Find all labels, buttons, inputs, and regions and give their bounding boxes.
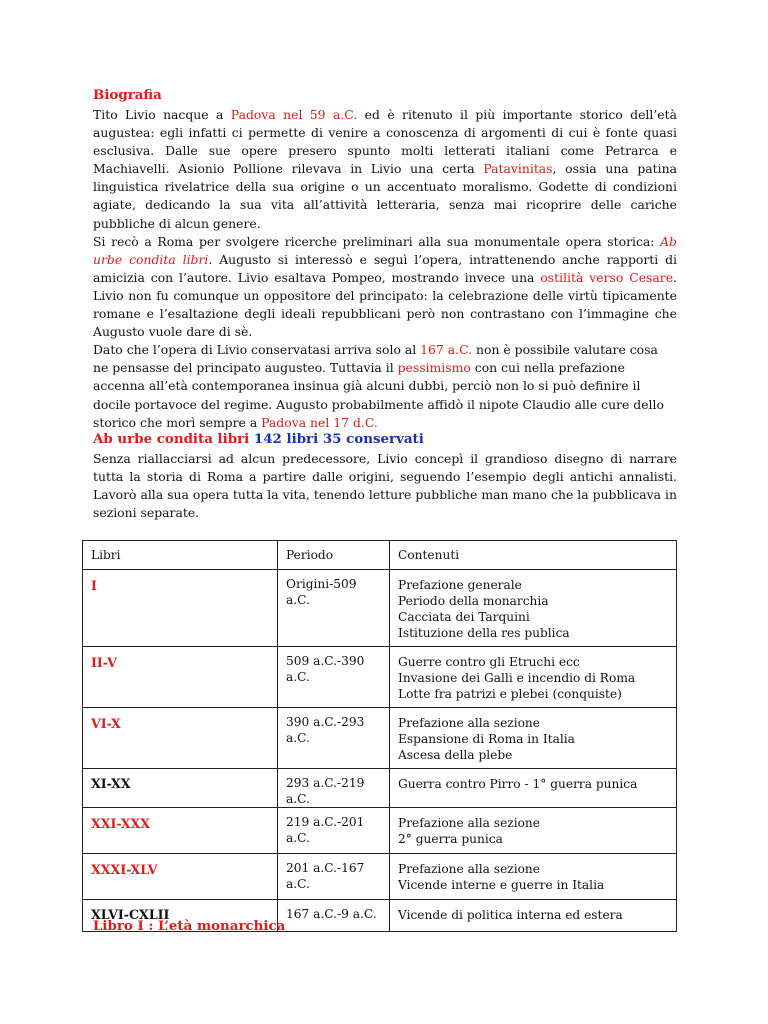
body-text: non è possibile valutare cosa ne pensasse del principato augusteo. Tuttavia il bbox=[93, 342, 658, 376]
body-text: Dato che l’opera di Livio conservatasi arriva solo al bbox=[93, 342, 421, 358]
contenuti-line: Ascesa della plebe bbox=[398, 748, 513, 762]
libri-cell: XI-XX bbox=[91, 776, 131, 791]
table-row bbox=[83, 708, 677, 769]
periodo-cell: 509 a.C.-390 a.C. bbox=[286, 654, 365, 684]
contenuti-line: Periodo della monarchia bbox=[398, 594, 549, 608]
periodo-cell: 167 a.C.-9 a.C. bbox=[286, 907, 377, 921]
highlight-text: ostilità verso Cesare bbox=[540, 269, 674, 285]
opera-heading-title: Ab urbe condita libri bbox=[93, 431, 250, 447]
biografia-paragraph-2 bbox=[93, 233, 677, 342]
biografia-heading: Biografia bbox=[93, 87, 162, 103]
libri-cell: I bbox=[91, 578, 97, 593]
contenuti-line: Istituzione della res publica bbox=[398, 626, 570, 640]
opera-heading-count: 142 libri 35 conservati bbox=[253, 431, 424, 447]
table-header-row bbox=[83, 541, 677, 570]
contenuti-line: Guerre contro gli Etruchi ecc bbox=[398, 655, 580, 669]
contenuti-line: Prefazione alla sezione bbox=[398, 862, 540, 876]
opera-paragraph: Senza riallacciarsi ad alcun predecessore, Livio concepì il grandioso disegno di narrare tutta la storia di Roma a partire dalle origini, seguendo l’esempio degli antichi annalisti. Lavorò alla sua opera tutta la vita, tenendo letture pubbliche man mano che la pubblicava in sezioni separate. bbox=[93, 451, 677, 521]
opera-section bbox=[93, 430, 677, 522]
header-libri: Libri bbox=[83, 541, 278, 570]
table-row bbox=[83, 570, 677, 647]
contenuti-line: Espansione di Roma in Italia bbox=[398, 732, 575, 746]
body-text: . Livio non fu comunque un oppositore del principato: la celebrazione delle virtù tipicamente romane e l’esaltazione degli ideali repubblicani però non contrastano con l’immagine che Augusto vuole dare di sè. bbox=[93, 269, 677, 340]
highlight-text: 167 a.C. bbox=[420, 342, 473, 358]
body-text: con cui nella prefazione accenna all’età contemporanea insinua già alcuni dubbi, perciò non lo si può definire il docile portavoce del regime. Augusto probabilmente affidò il nipote Claudio alle cure dello storico che morì sempre a bbox=[93, 360, 664, 430]
libri-cell: XXI-XXX bbox=[91, 816, 151, 831]
libri-cell: XLVI-CXLII bbox=[91, 907, 170, 922]
highlight-text: Ab urbe condita libri bbox=[93, 233, 677, 267]
biografia-section bbox=[93, 86, 677, 432]
highlight-text: Padova nel 59 a.C. bbox=[230, 107, 358, 122]
contenuti-line: Cacciata dei Tarquini bbox=[398, 610, 530, 624]
contenuti-line: Guerra contro Pirro - 1° guerra punica bbox=[398, 777, 638, 791]
body-text: Si recò a Roma per svolgere ricerche preliminari alla sua monumentale opera storica: bbox=[93, 233, 661, 249]
periodo-cell: 390 a.C.-293 a.C. bbox=[286, 715, 365, 745]
periodo-cell: 219 a.C.-201 a.C. bbox=[286, 815, 365, 845]
contenuti-line: 2° guerra punica bbox=[398, 832, 503, 846]
libri-cell: XXXI-XLV bbox=[91, 862, 158, 877]
header-contenuti: Contenuti bbox=[390, 541, 677, 570]
periodo-cell: 293 a.C.-219 a.C. bbox=[286, 776, 365, 806]
contenuti-line: Prefazione alla sezione bbox=[398, 716, 540, 730]
biografia-paragraph-3 bbox=[93, 341, 677, 431]
table-row bbox=[83, 769, 677, 808]
header-periodo: Periodo bbox=[278, 541, 390, 570]
body-text: ed è ritenuto il più importante storico dell’età augustea: egli infatti ci permette di venire a conoscenza di argomenti di cui è fonte quasi esclusiva. Dalle sue opere presero spunto molti letterati italiani come Petrarca e Machiavelli. Asionio Pollione rilevava in Livio una certa bbox=[93, 107, 677, 177]
table-row bbox=[83, 854, 677, 900]
biografia-paragraph-1 bbox=[93, 106, 677, 233]
libri-table bbox=[82, 540, 677, 932]
periodo-cell: Origini-509 a.C. bbox=[286, 577, 357, 607]
body-text: . Augusto si interessò e seguì l’opera, intrattenendo anche rapporti di amicizia con l’autore. Livio esaltava Pompeo, mostrando invece una bbox=[93, 251, 678, 285]
highlight-text: Padova nel 17 d.C. bbox=[261, 414, 378, 430]
table-row bbox=[83, 808, 677, 854]
contenuti-line: Vicende di politica interna ed estera bbox=[398, 908, 623, 922]
contenuti-line: Vicende interne e guerre in Italia bbox=[398, 878, 605, 892]
body-text: Tito Livio nacque a bbox=[93, 107, 231, 122]
periodo-cell: 201 a.C.-167 a.C. bbox=[286, 861, 365, 891]
body-text: , ossia una patina linguistica rivelatrice della sua origine o un accentuato moralismo. Godette di condizioni agiate, dedicando la sua vita all’attività letteraria, senza mai ricoprire delle cariche pubbliche di alcun genere. bbox=[93, 161, 677, 231]
contenuti-line: Prefazione alla sezione bbox=[398, 816, 540, 830]
opera-heading bbox=[93, 430, 677, 448]
libro-i-heading: Libro I : L’età monarchica bbox=[93, 918, 286, 934]
contenuti-line: Prefazione generale bbox=[398, 578, 522, 592]
highlight-text: pessimismo bbox=[397, 360, 471, 376]
highlight-text: Patavinitas bbox=[483, 161, 553, 177]
libri-cell: VI-X bbox=[91, 716, 121, 731]
libri-cell: II-V bbox=[91, 655, 117, 670]
contenuti-line: Lotte fra patrizi e plebei (conquiste) bbox=[398, 687, 622, 701]
contenuti-line: Invasione dei Galli e incendio di Roma bbox=[398, 671, 636, 685]
table-row bbox=[83, 647, 677, 708]
